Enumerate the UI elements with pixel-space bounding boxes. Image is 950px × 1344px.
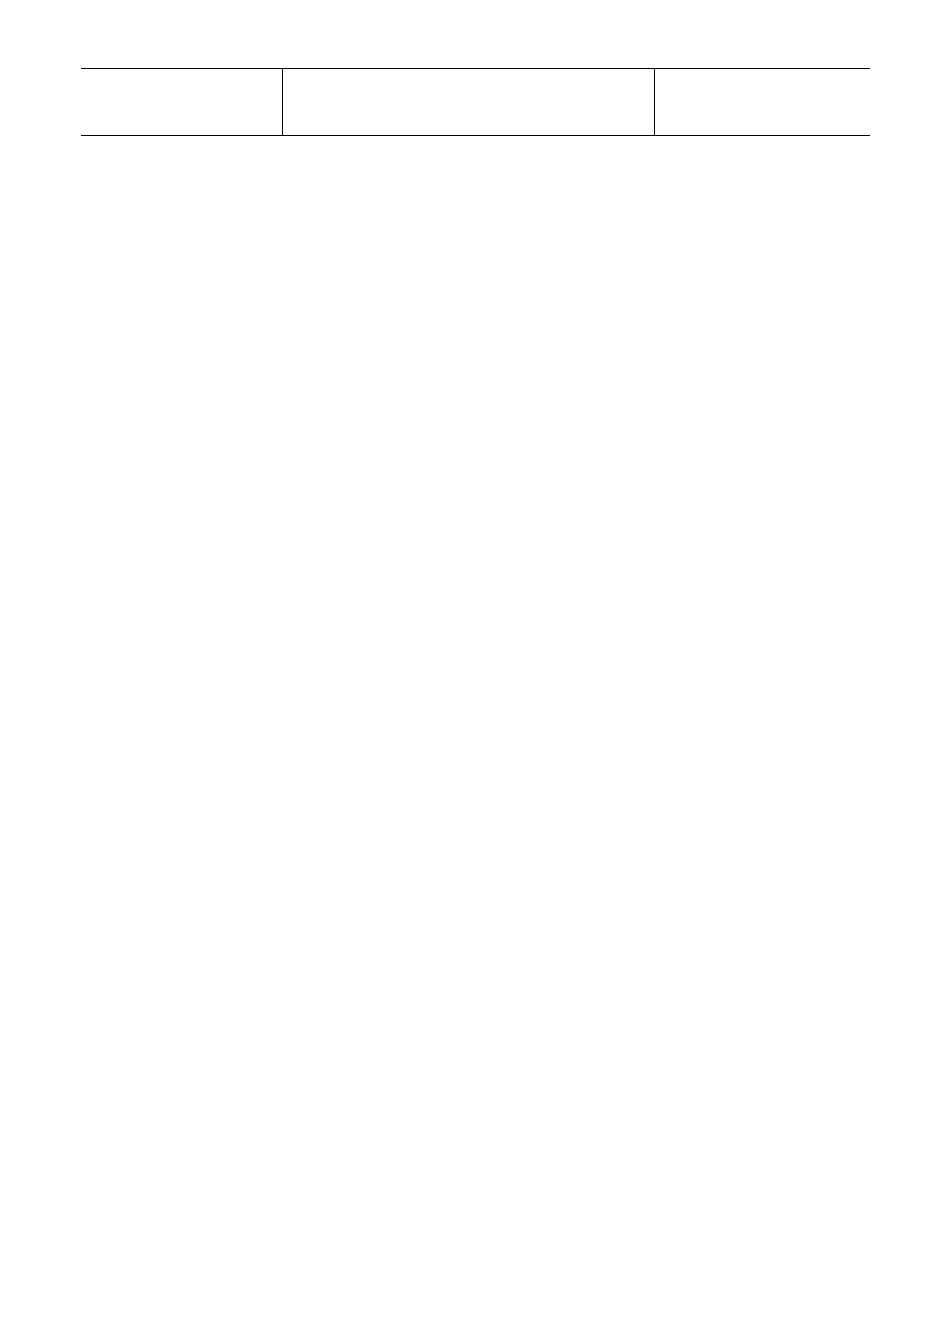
section5-title xyxy=(178,233,818,258)
header-page-number xyxy=(655,69,870,135)
section4-title xyxy=(178,208,818,233)
document-body xyxy=(178,158,818,258)
section3-title xyxy=(178,158,818,183)
section3-sub xyxy=(178,183,818,208)
header-motto xyxy=(283,69,655,135)
header-table xyxy=(81,68,870,136)
header-info-cell xyxy=(81,69,283,135)
